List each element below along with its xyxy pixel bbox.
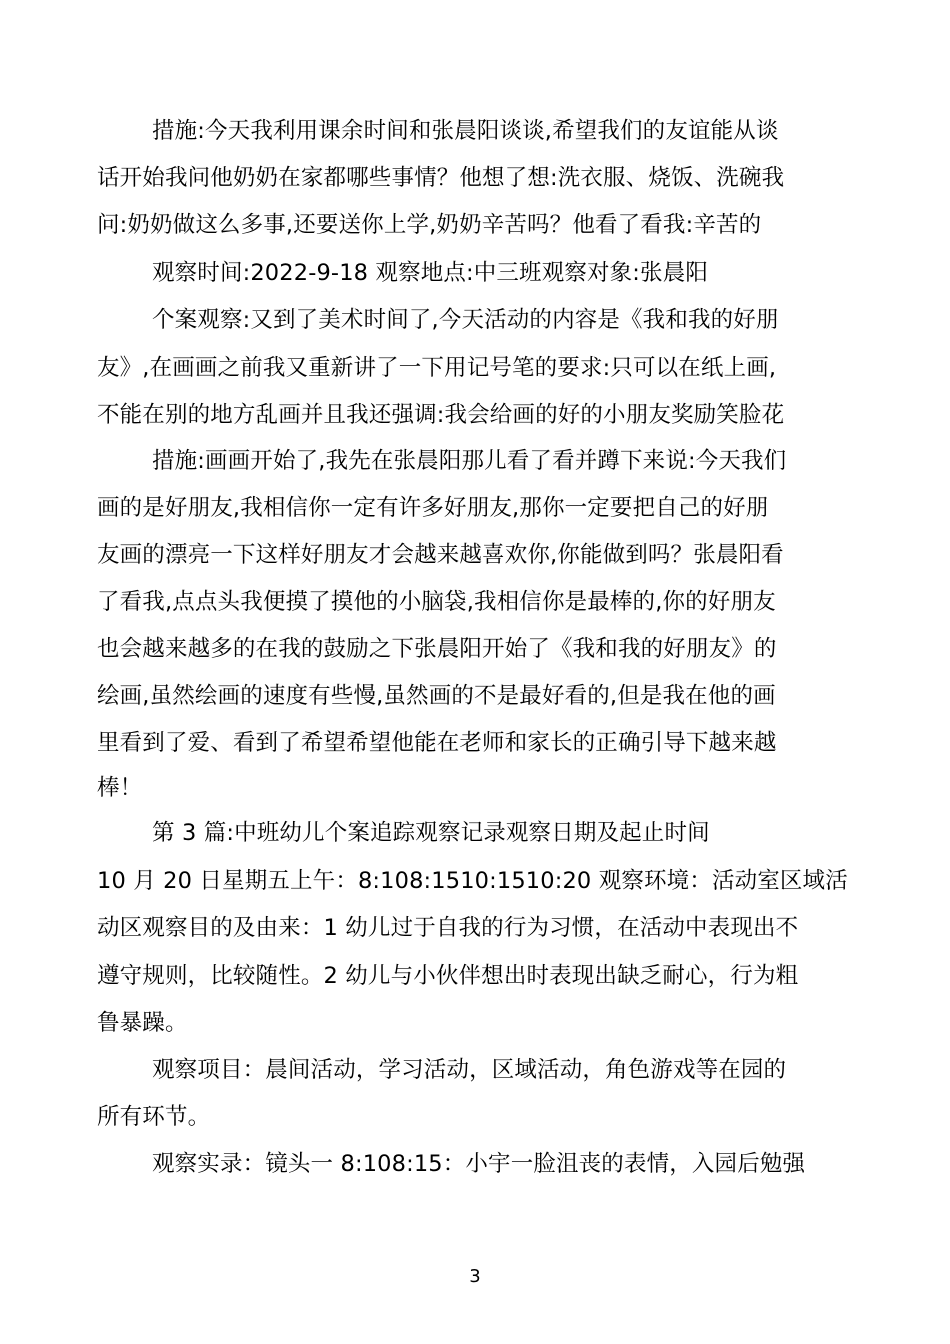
- text-line: 措施:今天我利用课余时间和张晨阳谈谈,希望我们的友谊能从谈: [152, 118, 779, 144]
- text-line: 遵守规则，比较随性。2 幼儿与小伙伴想出时表现出缺乏耐心，行为粗: [97, 963, 799, 989]
- text-line: 友》,在画画之前我又重新讲了一下用记号笔的要求:只可以在纸上画,: [97, 355, 777, 381]
- text-line: 所有环节。: [97, 1104, 211, 1130]
- text-line: 观察实录：镜头一 8:108:15：小宇一脸沮丧的表情，入园后勉强: [152, 1151, 806, 1177]
- text-line: 棒！: [97, 775, 143, 801]
- text-line: 观察时间:2022-9-18 观察地点:中三班观察对象:张晨阳: [152, 260, 708, 286]
- text-line: 10 月 20 日星期五上午：8:108:1510:1510:20 观察环境：活动室区域活: [97, 868, 848, 894]
- text-line: 也会越来越多的在我的鼓励之下张晨阳开始了《我和我的好朋友》的: [97, 636, 777, 662]
- text-line: 不能在别的地方乱画并且我还强调:我会给画的好的小朋友奖励笑脸花: [97, 402, 785, 428]
- text-line: 友画的漂亮一下这样好朋友才会越来越喜欢你,你能做到吗？张晨阳看: [97, 542, 784, 568]
- section-heading: 第 3 篇:中班幼儿个案追踪观察记录观察日期及起止时间: [152, 820, 710, 846]
- text-line: 个案观察:又到了美术时间了,今天活动的内容是《我和我的好朋: [152, 307, 779, 333]
- text-line: 鲁暴躁。: [97, 1010, 188, 1036]
- text-line: 措施:画画开始了,我先在张晨阳那儿看了看并蹲下来说:今天我们: [152, 448, 787, 474]
- text-line: 问:奶奶做这么多事,还要送你上学,奶奶辛苦吗？他看了看我:辛苦的: [97, 212, 762, 238]
- text-line: 观察项目：晨间活动，学习活动，区域活动，角色游戏等在园的: [152, 1057, 787, 1083]
- text-line: 绘画,虽然绘画的速度有些慢,虽然画的不是最好看的,但是我在他的画: [97, 683, 776, 709]
- text-line: 画的是好朋友,我相信你一定有许多好朋友,那你一定要把自己的好朋: [97, 495, 769, 521]
- page-number: 3: [469, 1266, 481, 1287]
- text-line: 动区观察目的及由来：1 幼儿过于自我的行为习惯，在活动中表现出不: [97, 915, 799, 941]
- text-line: 话开始我问他奶奶在家都哪些事情？他想了想:洗衣服、烧饭、洗碗我: [97, 165, 785, 191]
- text-line: 里看到了爱、看到了希望希望他能在老师和家长的正确引导下越来越: [97, 730, 777, 756]
- text-line: 了看我,点点头我便摸了摸他的小脑袋,我相信你是最棒的,你的好朋友: [97, 589, 776, 615]
